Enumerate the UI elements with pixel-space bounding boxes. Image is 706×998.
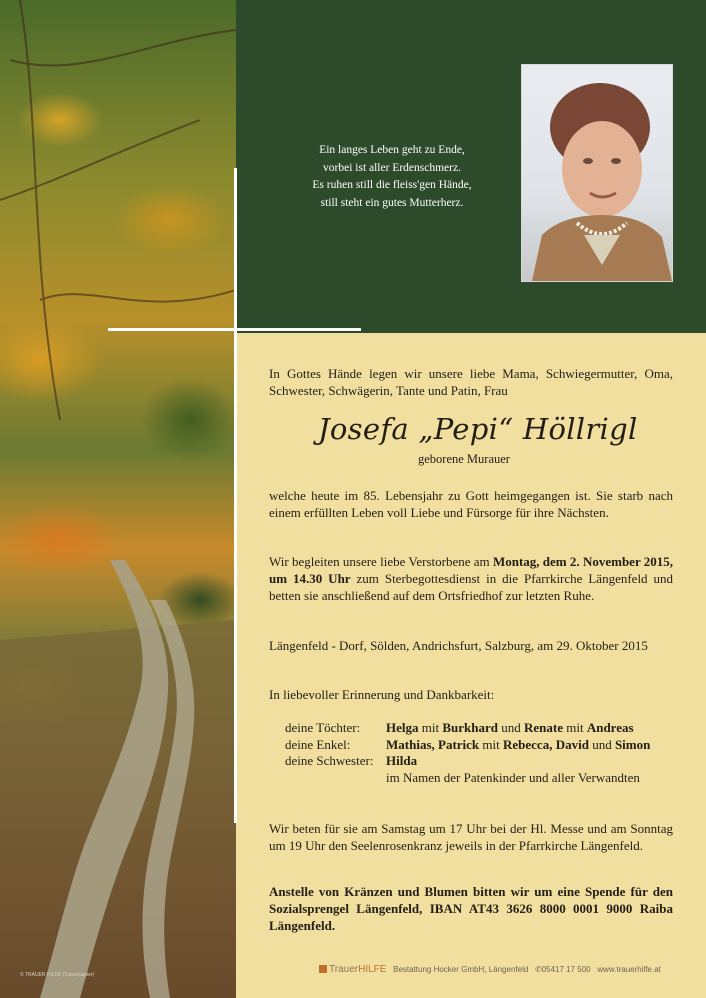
family-name: Renate xyxy=(523,720,563,735)
grandchildren-names xyxy=(386,737,650,753)
conjunction: und xyxy=(588,737,615,752)
family-name: Simon xyxy=(614,737,651,752)
sister-label: deine Schwester: xyxy=(285,753,374,768)
death-notice: welche heute im 85. Lebensjahr zu Gott heimgegangen ist. Sie starb nach einem erfüllten Leben voll Liebe und Fürsorge für ihre Nächsten. xyxy=(269,488,673,520)
cross-vertical-bar xyxy=(234,168,237,823)
remembrance-heading: In liebevoller Erinnerung und Dankbarkeit: xyxy=(269,687,495,702)
intro-text xyxy=(269,365,673,399)
family-name: Andreas xyxy=(586,720,634,735)
portrait-illustration xyxy=(522,65,672,281)
donation-request: Anstelle von Kränzen und Blumen bitten wir um eine Spende für den Sozialsprengel Längenfeld, IBAN AT43 3626 8000 0001 9000 Raiba Längenfeld. xyxy=(269,884,673,933)
brand-name xyxy=(329,964,386,975)
portrait-photo xyxy=(521,64,673,282)
footer xyxy=(319,964,661,975)
phone-icon: ✆ xyxy=(534,965,542,974)
intro-line-1: In Gottes Hände legen wir unsere liebe Mama, Schwiegermutter, Oma, xyxy=(269,366,673,381)
family-name: Helga xyxy=(386,720,419,735)
conjunction: mit xyxy=(479,737,503,752)
poem-line: Es ruhen still die fleiss'gen Hände, xyxy=(312,179,472,191)
family-name: Hilda xyxy=(386,753,418,768)
conjunction: mit xyxy=(418,720,443,735)
conjunction: und xyxy=(497,720,524,735)
forest-path-illustration xyxy=(0,0,236,998)
daughters-names xyxy=(386,720,634,736)
maiden-name: geborene Murauer xyxy=(418,452,510,466)
family-name: Rebecca, David xyxy=(503,737,589,752)
poem-line: vorbei ist aller Erdenschmerz. xyxy=(323,161,461,174)
trauerhilfe-logo-icon xyxy=(319,965,327,973)
family-name: Mathias, Patrick xyxy=(386,737,480,752)
photo-credit: © TRAUER HILFE (Trauerpapier) xyxy=(20,972,95,978)
daughters-label: deine Töchter: xyxy=(285,720,361,735)
relatives-line: im Namen der Patenkinder und aller Verwandten xyxy=(386,770,640,785)
family-name: Burkhard xyxy=(442,720,498,735)
cross-horizontal-bar xyxy=(108,328,361,331)
funeral-info xyxy=(269,553,673,604)
poem-line: still steht ein gutes Mutterherz. xyxy=(320,196,464,209)
sister-name xyxy=(386,753,417,769)
funeral-date: Montag, dem 2. November 2015, um 14.30 Uhr xyxy=(269,554,674,586)
intro-line-2: Schwester, Schwägerin, Tante und Patin, Frau xyxy=(269,383,508,398)
phone-number: 05417 17 500 xyxy=(541,965,591,974)
prayer-info: Wir beten für sie am Samstag um 17 Uhr bei der Hl. Messe und am Sonntag um 19 Uhr den Seelenrosenkranz jeweils in der Pfarrkirche Längenfeld. xyxy=(269,821,673,853)
funeral-text-2: zum Sterbegottesdienst in die Pfarrkirche Längenfeld und betten sie anschließend auf dem Ortsfriedhof zur letzten Ruhe. xyxy=(269,571,673,603)
deceased-name: Josefa „Pepi“ Höllrigl xyxy=(318,412,638,446)
memorial-poem xyxy=(282,142,502,212)
company-name: Bestattung Hocker GmbH, Längenfeld xyxy=(393,965,529,974)
autumn-forest-photo xyxy=(0,0,236,998)
funeral-text-1: Wir begleiten unsere liebe Verstorbene am xyxy=(269,554,493,569)
brand-part-2: HILFE xyxy=(358,964,387,975)
conjunction: mit xyxy=(562,720,587,735)
grandchildren-label: deine Enkel: xyxy=(285,737,351,752)
poem-line: Ein langes Leben geht zu Ende, xyxy=(319,144,465,156)
website[interactable]: www.trauerhilfe.at xyxy=(597,965,661,974)
brand-part-1: Trauer xyxy=(329,964,359,975)
place-and-date: Längenfeld - Dorf, Sölden, Andrichsfurt, Salzburg, am 29. Oktober 2015 xyxy=(269,638,648,653)
